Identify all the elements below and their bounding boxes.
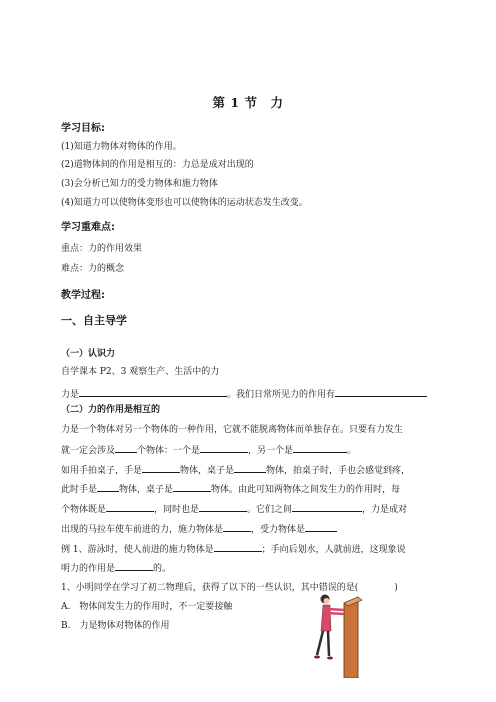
person-pushing-wall-illustration xyxy=(314,583,364,678)
part2-fill-line: 此时手是 物体，桌子是 物体。由此可知两物体之间发生力的作用时，每 xyxy=(61,482,400,496)
answer-blank[interactable] xyxy=(79,387,227,397)
option-b[interactable]: B. 力是物体对物体的作用 xyxy=(61,621,170,631)
part2-fill-line: 出现的马拉车使车前进的力，施力物体是 ，受力物体是 xyxy=(61,522,337,536)
key-point: 重点：力的作用效果 xyxy=(61,244,143,254)
answer-blank[interactable] xyxy=(234,463,266,473)
part2-fill-line: 就一定会涉及 个物体：一个是 ，另一个是 。 xyxy=(61,443,356,457)
example-fill-line: 明力的作用是 的。 xyxy=(61,561,171,575)
option-a[interactable]: A. 物体间发生力的作用时，不一定要接触 xyxy=(61,602,233,612)
objective-item: (4)知道力可以使物体变形也可以使物体的运动状态发生改变。 xyxy=(61,198,308,208)
part2-fill-line: 个物体既是 ，同时也是 。它们之间 ，力是成对 xyxy=(61,502,407,516)
process-heading: 教学过程: xyxy=(61,290,105,301)
answer-blank[interactable] xyxy=(173,482,211,492)
answer-blank[interactable] xyxy=(293,443,347,453)
answer-blank[interactable] xyxy=(292,502,362,512)
objectives-heading: 学习目标: xyxy=(61,123,105,134)
part2-text: 力是一个物体对另一个物体的一种作用，它就不能脱离物体而单独存在。只要有力发生 xyxy=(61,425,404,435)
answer-blank[interactable] xyxy=(214,542,262,552)
difficulty-point: 难点：力的概念 xyxy=(61,264,125,274)
answer-blank[interactable] xyxy=(199,502,247,512)
part2-fill-line: 如用手拍桌子，手是 物体，桌子是 物体，拍桌子时，手也会感觉到疼， xyxy=(61,463,410,477)
page-title: 第 1 节 力 xyxy=(212,95,284,110)
section-heading: 一、自主导学 xyxy=(61,314,127,327)
question-text: 1、小明同学在学习了初二物理后，获得了以下的一些认识，其中错误的是( ) xyxy=(61,583,398,593)
objective-item: (1)知道力物体对物体的作用。 xyxy=(61,142,182,152)
answer-blank[interactable] xyxy=(115,443,137,453)
part1-fill-line: 力是 。我们日常所见力的作用有 xyxy=(61,387,427,401)
answer-blank[interactable] xyxy=(223,522,251,532)
answer-blank[interactable] xyxy=(335,387,427,397)
objective-item: (2)道物体间的作用是相互的：力总是成对出现的 xyxy=(61,160,254,170)
part1-text: 自学课本 P2、3 观察生产、生活中的力 xyxy=(61,367,220,377)
answer-blank[interactable] xyxy=(305,522,337,532)
key-points-heading: 学习重难点: xyxy=(61,222,115,233)
example-fill-line: 例 1、游泳时，使人前进的施力物体是 ；手向后划水，人就前进，这现象说 xyxy=(61,542,406,556)
answer-blank[interactable] xyxy=(200,443,248,453)
answer-blank[interactable] xyxy=(106,502,154,512)
answer-blank[interactable] xyxy=(97,482,119,492)
answer-blank[interactable] xyxy=(142,463,180,473)
part1-heading: （一）认识力 xyxy=(61,349,116,359)
part2-heading: （二）力的作用是相互的 xyxy=(61,405,161,415)
answer-blank[interactable] xyxy=(115,561,153,571)
objective-item: (3)会分析已知力的受力物体和施力物体 xyxy=(61,179,218,189)
